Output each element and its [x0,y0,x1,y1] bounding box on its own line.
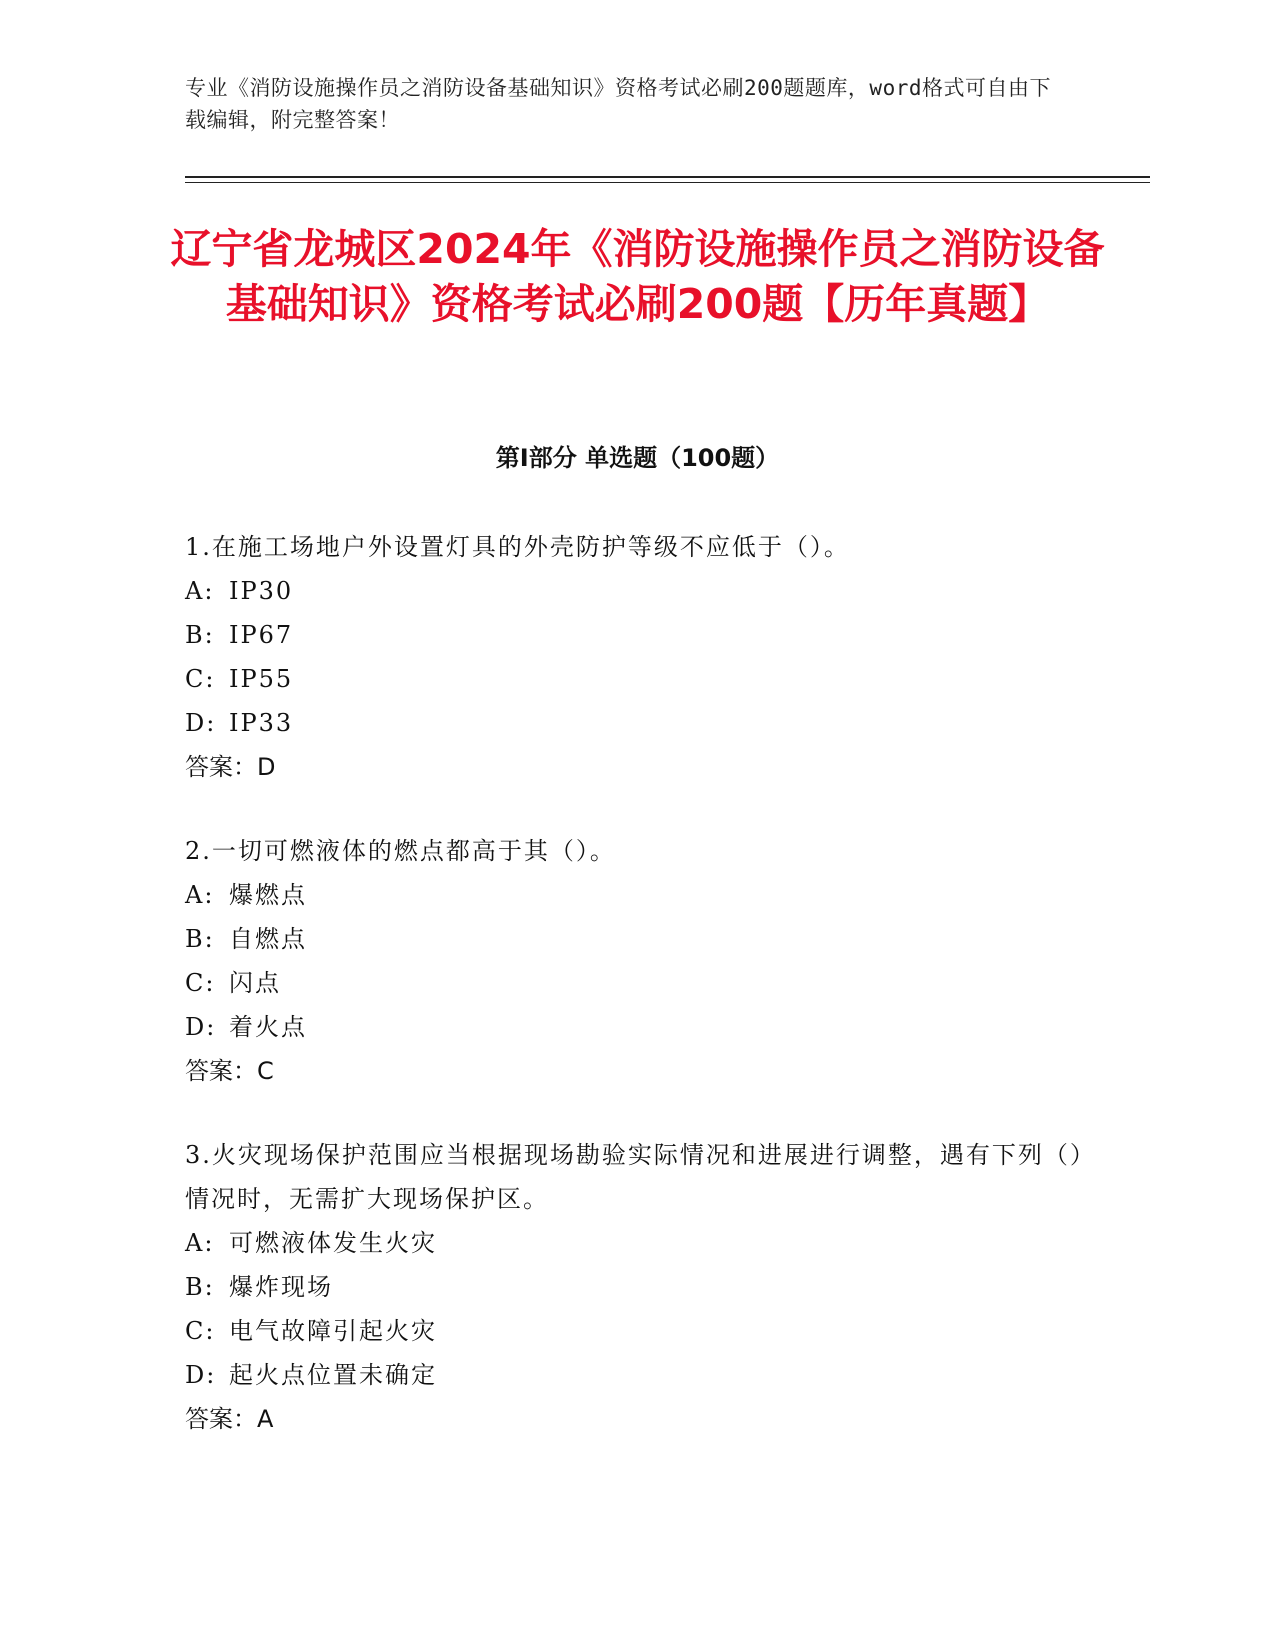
option-d [185,701,1085,745]
option-text: 自燃点 [229,925,307,953]
option-c [185,657,1085,701]
answer-value: A [257,1405,274,1433]
option-a [185,1221,1085,1265]
option-letter: D: [185,709,217,737]
option-letter: A: [185,881,215,909]
answer-line [185,745,1085,789]
option-letter: D: [185,1013,217,1041]
option-text: 爆炸现场 [229,1273,333,1301]
option-d [185,1005,1085,1049]
option-text: 电气故障引起火灾 [229,1317,437,1345]
option-text: IP55 [229,665,294,693]
option-letter: D: [185,1361,217,1389]
option-text: 可燃液体发生火灾 [229,1229,437,1257]
option-a [185,873,1085,917]
option-letter: A: [185,577,215,605]
answer-value: D [257,753,276,781]
question-item [185,525,1085,789]
option-text: 着火点 [229,1013,307,1041]
option-b [185,613,1085,657]
option-b [185,917,1085,961]
header-note: 专业《消防设施操作员之消防设备基础知识》资格考试必刷200题题库，word格式可自由下载编辑，附完整答案！ [185,76,1051,132]
question-stem: 3.火灾现场保护范围应当根据现场勘验实际情况和进展进行调整，遇有下列（）情况时，无需扩大现场保护区。 [185,1141,1084,1213]
option-letter: B: [185,621,215,649]
answer-value: C [257,1057,274,1085]
option-letter: C: [185,665,216,693]
option-letter: A: [185,1229,215,1257]
document-title: 辽宁省龙城区2024年《消防设施操作员之消防设备基础知识》资格考试必刷200题【历年真题】 [170,225,1105,328]
option-c [185,961,1085,1005]
option-letter: C: [185,969,216,997]
answer-label: 答案： [185,1405,257,1433]
question-list [185,525,1085,1481]
option-a [185,569,1085,613]
question-stem: 2.一切可燃液体的燃点都高于其（）。 [185,837,616,865]
answer-label: 答案： [185,1057,257,1085]
header-divider-thin [185,182,1150,183]
question-item [185,829,1085,1093]
option-letter: C: [185,1317,216,1345]
header-divider-thick [185,176,1150,178]
question-stem: 1.在施工场地户外设置灯具的外壳防护等级不应低于（）。 [185,533,850,561]
question-item [185,1133,1085,1441]
option-text: IP33 [229,709,294,737]
answer-label: 答案： [185,753,257,781]
option-text: 起火点位置未确定 [229,1361,437,1389]
section-heading: 第Ⅰ部分 单选题（100题） [495,444,780,472]
option-c [185,1309,1085,1353]
option-text: IP30 [229,577,294,605]
answer-line [185,1049,1085,1093]
option-text: 闪点 [229,969,281,997]
option-text: 爆燃点 [229,881,307,909]
option-letter: B: [185,1273,215,1301]
option-text: IP67 [229,621,294,649]
answer-line [185,1397,1085,1441]
option-d [185,1353,1085,1397]
option-letter: B: [185,925,215,953]
option-b [185,1265,1085,1309]
